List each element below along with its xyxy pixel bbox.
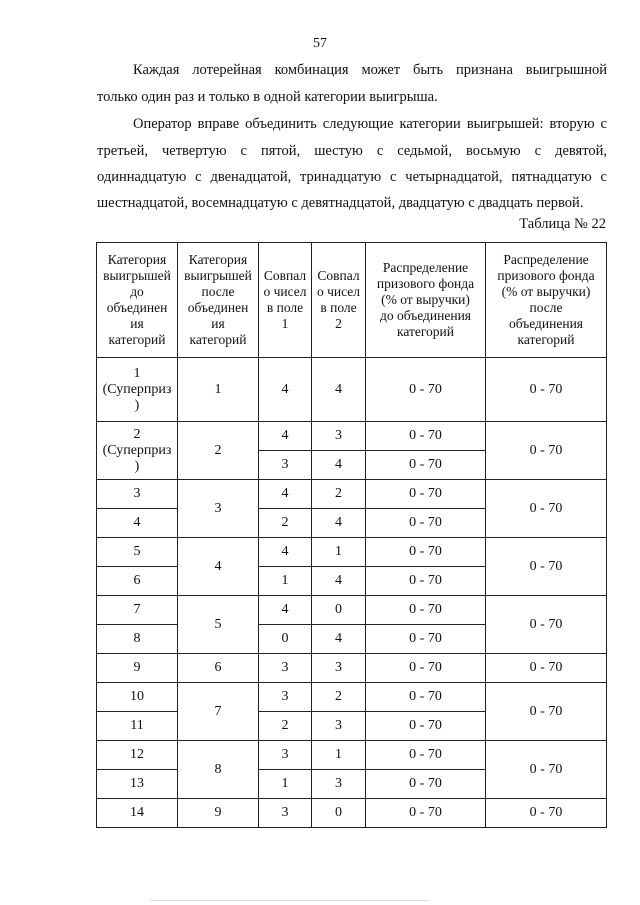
- cell-category-after: 6: [178, 654, 259, 683]
- table-caption: Таблица № 22: [519, 216, 606, 232]
- cell-category-before: 2 (Суперприз ): [97, 422, 178, 480]
- cell-category-before: 14: [97, 799, 178, 828]
- cell-distribution-before: 0 - 70: [366, 654, 486, 683]
- cell-field-2: 4: [312, 451, 366, 480]
- cell-distribution-before: 0 - 70: [366, 358, 486, 422]
- cell-field-1: 4: [259, 422, 312, 451]
- cell-category-before: 13: [97, 770, 178, 799]
- cell-distribution-before: 0 - 70: [366, 422, 486, 451]
- cell-category-before: 12: [97, 741, 178, 770]
- cell-field-1: 2: [259, 509, 312, 538]
- table-header-row: [97, 243, 607, 358]
- cell-distribution-before: 0 - 70: [366, 451, 486, 480]
- cell-field-2: 1: [312, 538, 366, 567]
- header-category-after: Категория выигрышей после объединен ия категорий: [178, 243, 259, 358]
- cell-distribution-before: 0 - 70: [366, 480, 486, 509]
- cell-distribution-before: 0 - 70: [366, 538, 486, 567]
- table-row: [97, 596, 607, 625]
- cell-category-before: 10: [97, 683, 178, 712]
- cell-field-1: 4: [259, 480, 312, 509]
- cell-field-2: 4: [312, 509, 366, 538]
- scan-artifact-line: [150, 900, 430, 901]
- cell-field-1: 2: [259, 712, 312, 741]
- cell-distribution-before: 0 - 70: [366, 799, 486, 828]
- cell-category-before: 6: [97, 567, 178, 596]
- cell-field-1: 3: [259, 683, 312, 712]
- paragraph-2-line-2: третьей, четвертую с пятой, шестую с седьмой, восьмую с девятой,: [97, 143, 607, 159]
- cell-distribution-before: 0 - 70: [366, 770, 486, 799]
- cell-field-2: 3: [312, 654, 366, 683]
- cell-field-2: 4: [312, 625, 366, 654]
- table-row: [97, 538, 607, 567]
- paragraph-1-line-1: Каждая лотерейная комбинация может быть признана выигрышной: [133, 62, 607, 78]
- cell-category-after: 4: [178, 538, 259, 596]
- cell-field-1: 3: [259, 451, 312, 480]
- cell-distribution-before: 0 - 70: [366, 625, 486, 654]
- cell-category-after: 9: [178, 799, 259, 828]
- cell-distribution-before: 0 - 70: [366, 683, 486, 712]
- cell-category-before: 8: [97, 625, 178, 654]
- cell-distribution-before: 0 - 70: [366, 741, 486, 770]
- cell-field-2: 0: [312, 799, 366, 828]
- cell-field-1: 1: [259, 567, 312, 596]
- cell-field-2: 2: [312, 683, 366, 712]
- cell-category-after: 7: [178, 683, 259, 741]
- cell-field-2: 4: [312, 567, 366, 596]
- cell-category-before: 3: [97, 480, 178, 509]
- paragraph-2-line-3: одиннадцатую с двенадцатой, тринадцатую с четырнадцатой, пятнадцатую с: [97, 169, 607, 185]
- cell-distribution-after: 0 - 70: [486, 654, 607, 683]
- header-distribution-before: Распределение призового фонда (% от выручки) до объединения категорий: [366, 243, 486, 358]
- cell-category-before: 9: [97, 654, 178, 683]
- table-row: [97, 654, 607, 683]
- cell-distribution-after: 0 - 70: [486, 358, 607, 422]
- cell-field-1: 4: [259, 538, 312, 567]
- cell-category-before: 5: [97, 538, 178, 567]
- cell-distribution-before: 0 - 70: [366, 509, 486, 538]
- header-distribution-after: Распределение призового фонда (% от выручки) после объединения категорий: [486, 243, 607, 358]
- cell-distribution-after: 0 - 70: [486, 480, 607, 538]
- cell-field-2: 3: [312, 422, 366, 451]
- cell-distribution-after: 0 - 70: [486, 799, 607, 828]
- table-row: [97, 683, 607, 712]
- cell-field-2: 3: [312, 770, 366, 799]
- header-field-1: Совпал о чисел в поле 1: [259, 243, 312, 358]
- cell-field-1: 0: [259, 625, 312, 654]
- cell-distribution-before: 0 - 70: [366, 712, 486, 741]
- table-row: [97, 358, 607, 422]
- cell-field-2: 3: [312, 712, 366, 741]
- cell-distribution-after: 0 - 70: [486, 422, 607, 480]
- cell-category-after: 8: [178, 741, 259, 799]
- table-row: [97, 799, 607, 828]
- cell-field-1: 3: [259, 654, 312, 683]
- cell-category-after: 2: [178, 422, 259, 480]
- cell-category-before: 4: [97, 509, 178, 538]
- header-category-before: Категория выигрышей до объединен ия категорий: [97, 243, 178, 358]
- header-field-2: Совпал о чисел в поле 2: [312, 243, 366, 358]
- cell-field-2: 4: [312, 358, 366, 422]
- table-row: [97, 741, 607, 770]
- cell-distribution-before: 0 - 70: [366, 567, 486, 596]
- cell-category-before: 11: [97, 712, 178, 741]
- cell-distribution-after: 0 - 70: [486, 596, 607, 654]
- cell-distribution-after: 0 - 70: [486, 741, 607, 799]
- cell-category-after: 1: [178, 358, 259, 422]
- cell-field-2: 1: [312, 741, 366, 770]
- cell-category-after: 3: [178, 480, 259, 538]
- prize-category-table: [96, 242, 607, 828]
- cell-field-1: 4: [259, 596, 312, 625]
- cell-field-2: 0: [312, 596, 366, 625]
- cell-field-1: 1: [259, 770, 312, 799]
- cell-field-2: 2: [312, 480, 366, 509]
- table-row: [97, 480, 607, 509]
- paragraph-2: [97, 116, 607, 216]
- cell-category-before: 7: [97, 596, 178, 625]
- cell-field-1: 3: [259, 741, 312, 770]
- cell-distribution-before: 0 - 70: [366, 596, 486, 625]
- paragraph-2-line-1: Оператор вправе объединить следующие категории выигрышей: вторую с: [133, 116, 607, 132]
- cell-category-after: 5: [178, 596, 259, 654]
- cell-distribution-after: 0 - 70: [486, 538, 607, 596]
- table-row: [97, 422, 607, 451]
- cell-field-1: 3: [259, 799, 312, 828]
- paragraph-2-line-4: шестнадцатой, восемнадцатую с девятнадцатой, двадцатую с двадцать первой.: [97, 195, 584, 211]
- page-number: 57: [313, 36, 327, 51]
- cell-distribution-after: 0 - 70: [486, 683, 607, 741]
- paragraph-1-line-2: только один раз и только в одной категории выигрыша.: [97, 89, 438, 105]
- paragraph-1: [97, 62, 607, 106]
- cell-field-1: 4: [259, 358, 312, 422]
- cell-category-before: 1 (Суперприз ): [97, 358, 178, 422]
